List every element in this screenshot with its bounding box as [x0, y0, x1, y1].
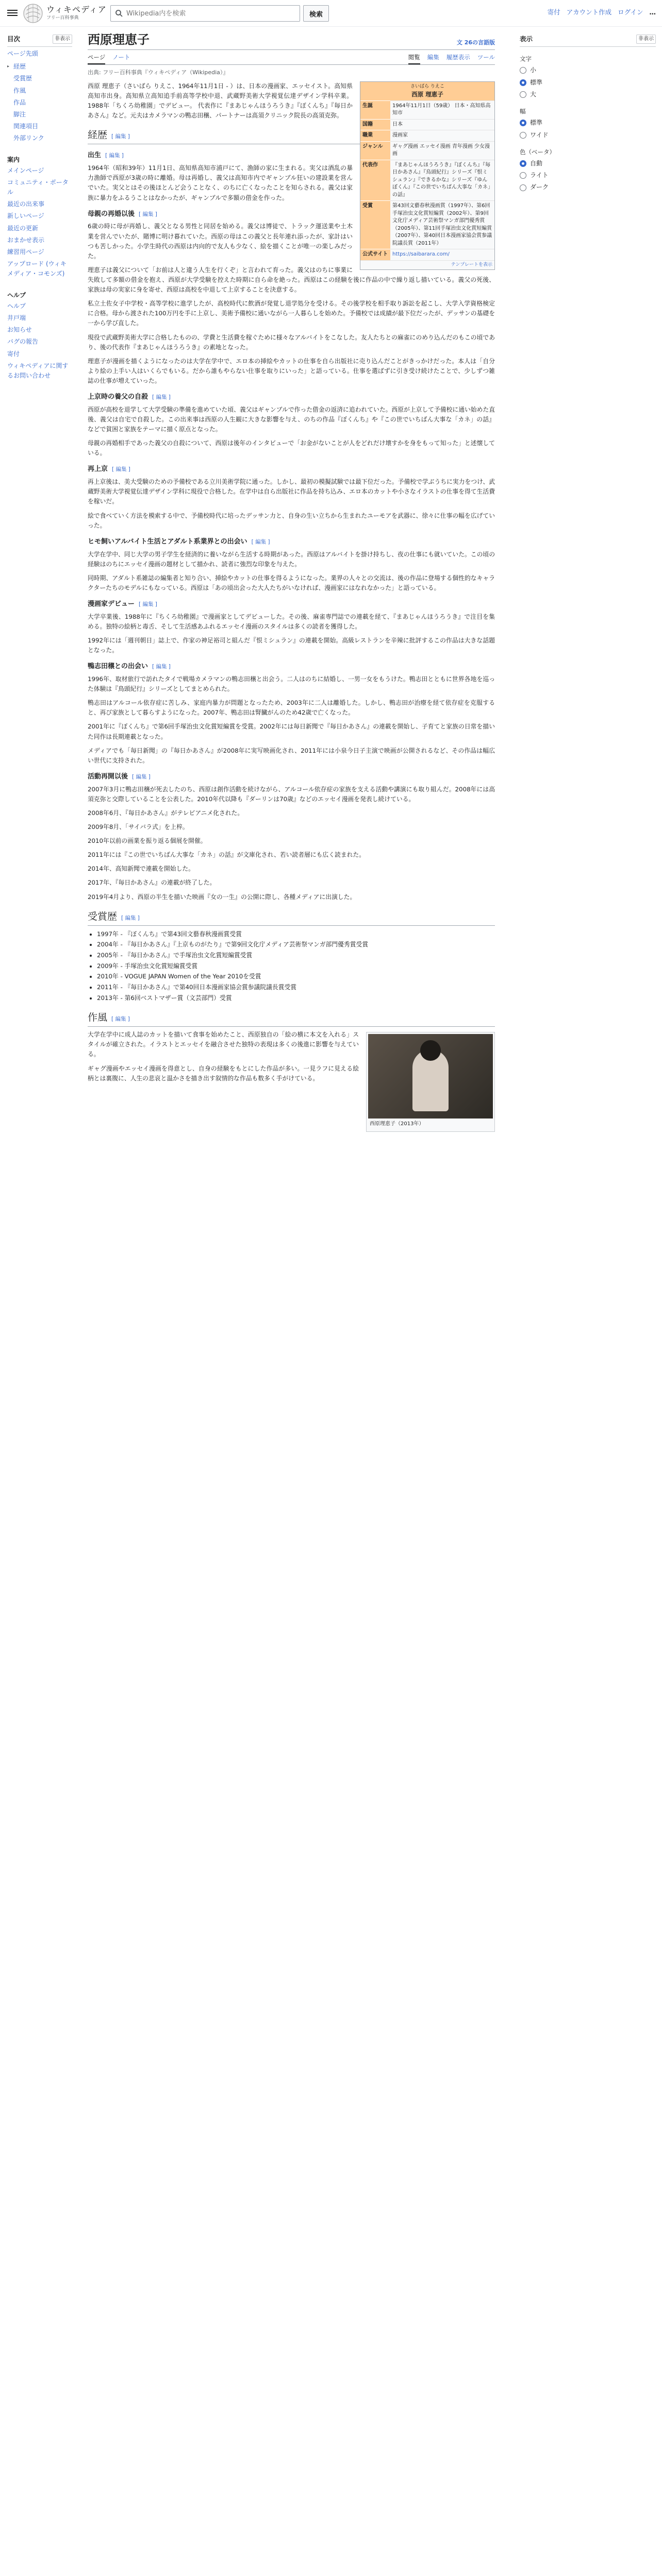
text-option[interactable]: [520, 90, 656, 99]
text-option[interactable]: [520, 78, 656, 88]
help-heading: ヘルプ: [7, 291, 26, 299]
width-group: [520, 107, 656, 140]
page-tabs: [88, 51, 495, 65]
color-label: 色（ベータ）: [520, 148, 555, 156]
paragraph: 2010年以前の画業を振り返る個展を開催。: [88, 837, 207, 845]
award-item: • 2009年 - 手塚治虫文化賞短編賞受賞: [97, 961, 495, 972]
infobox-key: 生誕: [360, 100, 390, 119]
tab-page[interactable]: ページ: [88, 51, 105, 64]
width-option-label: 標準: [530, 119, 543, 127]
chevron-right-icon[interactable]: ▸: [7, 64, 10, 69]
paragraph: 同時期、アダルト系雑誌の編集者と知り合い、挿絵やカットの仕事を得るようになった。業界の人々との交流は、後の作品に登場する個性的なキャラクターたちのモデルにもなっている。西原は「あの頃出会った大人たちがいなければ、漫画家にはなれなかった」と語っている。: [88, 574, 495, 591]
paragraph: 2011年には『この世でいちばん大事な「カネ」の話』が文庫化され、若い読者層にも広く読まれた。: [88, 851, 365, 859]
radio-icon[interactable]: [520, 184, 526, 191]
award-item: • 2005年 - 『毎日かあさん』で手塚治虫文化賞短編賞受賞: [97, 950, 495, 961]
toc-top-link[interactable]: ページ先頭: [7, 50, 38, 57]
edit-section-link[interactable]: [ 編集 ]: [121, 914, 140, 921]
search-icon: [115, 9, 123, 18]
chevron-right-icon[interactable]: [7, 88, 11, 96]
width-option[interactable]: [520, 118, 656, 128]
edit-section-link[interactable]: [ 編集 ]: [111, 1016, 130, 1023]
section-heading: [88, 662, 495, 672]
color-option[interactable]: [520, 171, 656, 180]
infobox-value: 漫画家: [390, 130, 494, 142]
paragraph: 大学卒業後、1988年に『ちくろ幼稚園』で漫画家としてデビューした。その後、麻雀専門誌での連載を経て、『まあじゃんほうろうき』で注目を集める。独特の絵柄と毒舌、そして生活感あふれるエッセイ漫画のスタイルは多くの読者を獲得した。: [88, 613, 495, 630]
text-option[interactable]: [520, 65, 656, 75]
section-heading-text: 再上京: [88, 465, 108, 473]
main-content: [77, 27, 505, 1136]
paragraph: 6歳の時に母が再婚し、義父となる男性と同居を始める。義父は博徒で、トラック運送業や土木業を営んでいたが、賭博に明け暮れていた。西原の母はこの義父と長年連れ添ったが、家計はいつも苦しかった。小学生時代の西原は内向的で友人も少なく、絵を描くことが唯一の楽しみだった。: [88, 223, 353, 260]
toc-item-label[interactable]: 経歴: [13, 63, 26, 71]
menu-item[interactable]: コミュニティ・ポータル: [7, 178, 69, 196]
appearance-header: [520, 34, 656, 47]
section-heading: [88, 537, 495, 548]
login-link[interactable]: ログイン: [618, 8, 643, 16]
paragraph: 私立土佐女子中学校・高等学校に進学したが、高校時代に飲酒が発覚し退学処分を受ける。その後学校を相手取り訴訟を起こし、大学入学資格検定に合格。母から渡された100万円を手に上京し、美術予備校に通いながら一人暮らしを始めた。予備校では成績が最下位だったが、デッサンの基礎を一から学び直した。: [88, 300, 495, 327]
section-heading-text: 受賞歴: [88, 910, 118, 922]
section-heading-text: 漫画家デビュー: [88, 600, 135, 608]
chevron-right-icon[interactable]: [7, 99, 11, 108]
radio-icon[interactable]: [520, 172, 526, 179]
menu-heading: 案内: [7, 156, 20, 163]
edit-section-link[interactable]: [ 編集 ]: [139, 211, 157, 217]
infobox-kana: さいばら りえこ: [410, 83, 444, 89]
color-option-label: 自動: [530, 160, 543, 167]
paragraph: 鴨志田はアルコール依存症に苦しみ、家庭内暴力が問題となったため、2003年に二人は離婚した。しかし、鴨志田が治療を経て依存症を克服すると、再び家族として暮らすようになった。2007年、鴨志田は腎臓がんのため42歳で亡くなった。: [88, 699, 495, 717]
wikipedia-logo[interactable]: [23, 3, 43, 24]
toc-item-label[interactable]: 作風: [13, 87, 26, 94]
help-item[interactable]: 寄付: [7, 350, 20, 358]
help-item[interactable]: バグの報告: [7, 338, 39, 346]
award-item: • 1997年 - 『ぼくんち』で第43回文藝春秋漫画賞受賞: [97, 929, 495, 940]
section-heading-text: 母親の再婚以後: [88, 210, 135, 218]
paragraph: 2017年、『毎日かあさん』の連載が終了した。: [88, 879, 216, 887]
infobox-key: ジャンル: [360, 141, 390, 160]
figure-caption: 西原理恵子（2013年）: [370, 1121, 424, 1127]
color-option[interactable]: [520, 159, 656, 168]
edit-section-link[interactable]: [ 編集 ]: [152, 664, 171, 670]
infobox-name: 西原 理恵子: [411, 91, 443, 98]
infobox-key: 国籍: [360, 119, 390, 130]
wordmark-sub: フリー百科事典: [46, 15, 79, 21]
infobox-value: 第43回文藝春秋漫画賞（1997年）、第6回手塚治虫文化賞短編賞（2002年）、第9回文化庁メディア芸術祭マンガ部門優秀賞（2005年）、第11回手塚治虫文化賞短編賞（2007年）、第40回日本漫画家協会賞参議院議長賞（2011年）: [390, 201, 494, 249]
paragraph: ギャグ漫画やエッセイ漫画を得意とし、自身の経験をもとにした作品が多い。一見ラフに見える絵柄とは裏腹に、人生の悲哀と温かさを描き出す叙情的な作品も数多く手がけている。: [88, 1064, 359, 1082]
infobox-row: [360, 201, 494, 249]
toc-item[interactable]: [7, 132, 72, 144]
source-note: 出典: フリー百科事典『ウィキペディア（Wikipedia）』: [88, 69, 229, 76]
toc-item[interactable]: [7, 61, 72, 73]
edit-section-link[interactable]: [ 編集 ]: [139, 601, 157, 608]
text-option-label: 小: [530, 66, 537, 74]
create-account-link[interactable]: アカウント作成: [566, 8, 612, 16]
main-menu-icon[interactable]: [7, 8, 18, 19]
right-sidebar: [512, 27, 662, 195]
toc-item[interactable]: [7, 85, 72, 97]
article-body: [88, 81, 495, 1127]
width-label: 幅: [520, 107, 526, 115]
paragraph: メディアでも「毎日新聞」の『毎日かあさん』が2008年に実写映画化され、2011年には小泉今日子主演で映画が公開されるなど、その作品は幅広い世代に支持された。: [88, 747, 495, 764]
paragraph: 2008年6月、『毎日かあさん』がテレビアニメ化された。: [88, 809, 244, 817]
language-button[interactable]: 文 26の言語版: [456, 39, 495, 46]
toc-item[interactable]: [7, 109, 72, 121]
color-option-label: ダーク: [530, 183, 549, 191]
section-heading-text: 鴨志田穣との出会い: [88, 663, 148, 671]
infobox: [360, 81, 495, 270]
tab-tools[interactable]: ツール: [477, 54, 495, 61]
donate-link[interactable]: 寄付: [547, 8, 560, 16]
text-size-group: [520, 54, 656, 99]
awards-list: [88, 929, 495, 1003]
radio-icon[interactable]: [520, 160, 526, 167]
toc-item-label[interactable]: 外部リンク: [13, 134, 44, 142]
menu-item[interactable]: 最近の更新: [7, 224, 39, 232]
paragraph: 2019年4月より、西原の半生を描いた映画『女の一生』の公開に際し、各種メディアに出演した。: [88, 893, 356, 901]
infobox-value: 日本: [390, 119, 494, 130]
infobox-title: [360, 82, 494, 100]
menu-item[interactable]: 最近の出来事: [7, 200, 45, 208]
left-sidebar: [0, 27, 77, 382]
infobox-value: 『まあじゃんほうろうき』『ぼくんち』『毎日かあさん』『鳥頭紀行』シリーズ『恨ミシュラン』『できるかな』シリーズ『ゆんぼくん』『この世でいちばん大事な「カネ」の話』: [390, 160, 494, 201]
paragraph: 再上京後は、美大受験のための予備校である立川美術学院に通った。しかし、最初の模擬試験では最下位だった。予備校で学ぶうちに実力をつけ、武蔵野美術大学視覚伝達デザイン学科に現役で合格した。在学中は自ら出版社に作品を持ち込み、エロ本のカットや小さなイラストの仕事を得て生活費を稼いだ。: [88, 478, 495, 505]
paragraph: 2007年3月に鴨志田穣が死去したのち、西原は創作活動を続けながら、アルコール依存症の家族を支える活動や講演にも取り組んだ。2008年には高須克弥と交際していることを公表した。2010年代以降も『ダーリンは70歳』などのエッセイ漫画を発表し続けている。: [88, 785, 495, 803]
radio-icon[interactable]: [520, 67, 526, 74]
infobox-row: [360, 100, 494, 119]
edit-section-link[interactable]: [ 編集 ]: [152, 394, 171, 401]
text-option-label: 標準: [530, 78, 543, 86]
template-link[interactable]: テンプレートを表示: [360, 260, 494, 269]
edit-section-link[interactable]: [ 編集 ]: [132, 773, 151, 780]
help-item[interactable]: ヘルプ: [7, 302, 26, 310]
appearance-heading: 表示: [520, 35, 533, 43]
section-heading-text: 作風: [88, 1012, 108, 1024]
chevron-right-icon[interactable]: [7, 75, 11, 83]
tab-edit[interactable]: 編集: [427, 54, 439, 61]
section-heading-text: 出生: [88, 151, 102, 160]
page-title-text: 西原理恵子: [88, 32, 150, 47]
award-item: • 2004年 - 『毎日かあさん』『上京ものがたり』で第9回文化庁メディア芸術祭マンガ部門優秀賞受賞: [97, 939, 495, 950]
section-heading-text: ヒモ飼いアルバイト生活とアダルト系業界との出会い: [88, 537, 247, 546]
toc-item-label[interactable]: 受賞歴: [13, 75, 32, 82]
infobox-value: https://saibarara.com/: [390, 249, 494, 260]
infobox-row: [360, 130, 494, 142]
chevron-right-icon[interactable]: [7, 135, 11, 143]
section-heading: [88, 909, 495, 926]
appearance-hide-button[interactable]: 非表示: [636, 35, 656, 44]
portrait-figure: [366, 1032, 495, 1132]
paragraph: 1964年（昭和39年）11月1日、高知県高知市浦戸にて、漁師の家に生まれる。実父は酒乱の暴力漁師で西原が3歳の時に離婚。母は再婚し、義父は高知市内でギャンブル狂いの建設業を営んでいた。実父とはその後ほとんど会うことなく、のちに亡くなったことを知らされる。義父は家族に暴力をふるうことはなかったが、ギャンブルで多額の借金を作った。: [88, 164, 353, 201]
section-heading: [88, 1010, 495, 1027]
edit-section-link[interactable]: [ 編集 ]: [251, 538, 270, 545]
infobox-key: 代表作: [360, 160, 390, 201]
text-option-label: 大: [530, 90, 537, 98]
paragraph: 2009年8月、「サイバラ式」を上梓。: [88, 823, 189, 831]
page-title: [88, 31, 495, 50]
infobox-value: 1964年11月1日（59歳） 日本・高知県高知市: [390, 100, 494, 119]
paragraph: 1996年、取材旅行で訪れたタイで戦場カメラマンの鴨志田穣と出会う。二人はのちに結婚し、一男一女をもうけた。鴨志田とともに世界各地を巡った体験は『鳥頭紀行』シリーズとしてまとめられた。: [88, 675, 495, 693]
section-heading-text: 上京時の養父の自殺: [88, 393, 148, 401]
paragraph: 西原 理恵子（さいばら りえこ、1964年11月1日 - ）は、日本の漫画家、エッセイスト。高知県高知市出身。高知県立高知追手前高等学校中退、武蔵野美術大学視覚伝達デザイン学科卒業。1988年「ちくろ幼稚園」でデビュー。 代表作に『まあじゃんほうろうき』『ぼくんち』『毎日かあさん』など。元夫はカメラマンの鴨志田穣、パートナーは高須クリニック院長の高須克弥。: [88, 82, 353, 120]
radio-icon[interactable]: [520, 91, 526, 98]
award-item: • 2013年 - 第6回ベストマザー賞（文芸部門）受賞: [97, 993, 495, 1004]
menu-item[interactable]: メインページ: [7, 166, 44, 174]
toc-hide-button[interactable]: 非表示: [53, 35, 72, 44]
toc-header: [7, 34, 72, 47]
portrait-head: [420, 1040, 441, 1061]
search-button[interactable]: 検索: [303, 5, 329, 22]
infobox-key: 公式サイト: [360, 249, 390, 260]
tab-history[interactable]: 履歴表示: [446, 54, 470, 61]
section-heading: [88, 772, 495, 783]
portrait-image[interactable]: [368, 1034, 493, 1118]
award-item: • 2011年 - 『毎日かあさん』で第40回日本漫画家協会賞参議院議長賞受賞: [97, 982, 495, 993]
infobox-key: 職業: [360, 130, 390, 142]
paragraph: 母親の再婚相手であった義父の自殺について、西原は後年のインタビューで「お金がないことが人をどれだけ壊すかを身をもって知った」と述懐している。: [88, 439, 495, 457]
text-size-label: 文字: [520, 55, 532, 62]
infobox-row: [360, 119, 494, 130]
infobox-row: [360, 249, 494, 260]
paragraph: 理恵子は義父について「お前は人と違う人生を行くぞ」と言われて育った。義父はのちに事業に失敗して多額の借金を抱え、西原が大学受験を控えた時期に自ら命を絶った。西原はこの経験を後に作品の中で繰り返し描いている。義父の死後、家族は母の実家に身を寄せ、西原は高校を中退して上京することを決意する。: [88, 266, 495, 294]
help-item[interactable]: ウィキペディアに関するお問い合わせ: [7, 362, 69, 379]
tab-talk[interactable]: ノート: [112, 54, 130, 61]
width-option-label: ワイド: [530, 131, 549, 139]
help-menu: [7, 300, 72, 382]
edit-section-link[interactable]: [ 編集 ]: [111, 133, 130, 140]
edit-section-link[interactable]: [ 編集 ]: [105, 152, 124, 159]
tab-read[interactable]: 閲覧: [408, 51, 420, 64]
edit-section-link[interactable]: [ 編集 ]: [112, 466, 130, 473]
wordmark-main: ウィキペディア: [46, 5, 107, 14]
chevron-right-icon[interactable]: [7, 111, 11, 120]
infobox-value: ギャグ漫画 エッセイ漫画 青年漫画 少女漫画: [390, 141, 494, 160]
color-option[interactable]: [520, 182, 656, 192]
section-heading: [88, 599, 495, 610]
paragraph: 1992年には「週刊朝日」誌上で、作家の神足裕司と組んだ『恨ミシュラン』の連載を開始。高級レストランを辛辣に批評するこの作品は大きな話題となった。: [88, 637, 495, 654]
radio-icon[interactable]: [520, 120, 526, 126]
paragraph: 理恵子が漫画を描くようになったのは大学在学中で、エロ本の挿絵やカットの仕事を自ら出版社に売り込んだことがきっかけだった。本人は「自分より絵の上手い人はいくらでもいる。だから誰もやらない仕事を取りにいった」と語っている。仕事を選ばずに引き受け続けたことで、少しずつ雑誌の仕事が増えていった。: [88, 357, 495, 384]
toc-list: [7, 61, 72, 144]
toc-item-label[interactable]: 関連項目: [13, 123, 39, 130]
color-option-label: ライト: [530, 172, 549, 179]
section-heading-text: 活動再開以後: [88, 772, 128, 781]
color-group: [520, 147, 656, 193]
toc-item-label[interactable]: 脚注: [13, 110, 26, 118]
menu-item[interactable]: 新しいページ: [7, 212, 44, 220]
award-item: • 2010年 - VOGUE JAPAN Women of the Year 2010を受賞: [97, 971, 495, 982]
help-item[interactable]: 井戸端: [7, 314, 26, 321]
toc-item[interactable]: [7, 97, 72, 109]
toc-item[interactable]: [7, 121, 72, 132]
more-options-icon[interactable]: …: [649, 8, 656, 16]
paragraph: 現役で武蔵野美術大学に合格したものの、学費と生活費を稼ぐために様々なアルバイトをこなした。友人たちとの麻雀にのめり込んだのもこの頃であり、後の代表作『まあじゃんほうろうき』の素地となった。: [88, 333, 495, 351]
toc-heading: 目次: [7, 35, 21, 43]
infobox-table: [360, 100, 494, 260]
radio-icon[interactable]: [520, 132, 526, 139]
paragraph: 大学在学中に成人誌のカットを描いて食事を始めたこと、西原独自の「絵の横に本文を入れる」スタイルが確立された。イラストとエッセイを融合させた独特の表現は多くの後進に影響を与えている。: [88, 1031, 359, 1058]
toc-item-label[interactable]: 作品: [13, 98, 26, 106]
section-heading-text: 経歴: [88, 129, 108, 141]
radio-icon[interactable]: [520, 79, 526, 86]
help-item[interactable]: お知らせ: [7, 326, 32, 334]
paragraph: 西原が高校を退学して大学受験の準備を進めていた頃、義父はギャンブルで作った借金の返済に追われていた。西原が上京して予備校に通い始めた直後、義父は自宅で自殺した。この出来事は西原の人生観に大きな影響を与え、のちの作品『ぼくんち』や『この世でいちばん大事な「カネ」の話』などで貧困と家族をテーマに描く原点となった。: [88, 405, 495, 433]
nav-menu: [7, 165, 72, 280]
chevron-right-icon[interactable]: [7, 123, 11, 131]
paragraph: 2001年に『ぼくんち』で第6回手塚治虫文化賞短編賞を受賞。2002年には毎日新聞で『毎日かあさん』の連載を開始し、子育てと家族の日常を描いた同作は長期連載となった。: [88, 723, 495, 740]
search-input[interactable]: [126, 10, 300, 18]
section-heading: [88, 464, 495, 475]
menu-item[interactable]: おまかせ表示: [7, 236, 45, 244]
paragraph: 大学在学中、同じ大学の男子学生を経済的に養いながら生活する時期があった。西原はアルバイトを掛け持ちし、夜の仕事にも就いていた。この頃の経験はのちにエッセイ漫画の題材として描かれ、読者に強烈な印象を与えた。: [88, 550, 495, 568]
section-heading: [88, 392, 495, 403]
menu-item[interactable]: アップロード (ウィキメディア・コモンズ): [7, 260, 67, 278]
infobox-row: [360, 160, 494, 201]
paragraph: 絵で食べていく方法を模索する中で、予備校時代に培ったデッサン力と、自身の生い立ちから生まれたユーモアを武器に、徐々に仕事の幅を広げていった。: [88, 512, 495, 529]
infobox-key: 受賞: [360, 201, 390, 249]
width-option[interactable]: [520, 130, 656, 140]
personal-tools: [548, 7, 656, 18]
paragraph: 2014年、高知新聞で連載を開始した。: [88, 865, 194, 873]
menu-item[interactable]: 練習用ページ: [7, 248, 44, 256]
search-box: [110, 5, 300, 22]
infobox-row: [360, 141, 494, 160]
site-header: [0, 0, 662, 27]
toc-item[interactable]: [7, 73, 72, 84]
wordmark[interactable]: [46, 5, 107, 22]
